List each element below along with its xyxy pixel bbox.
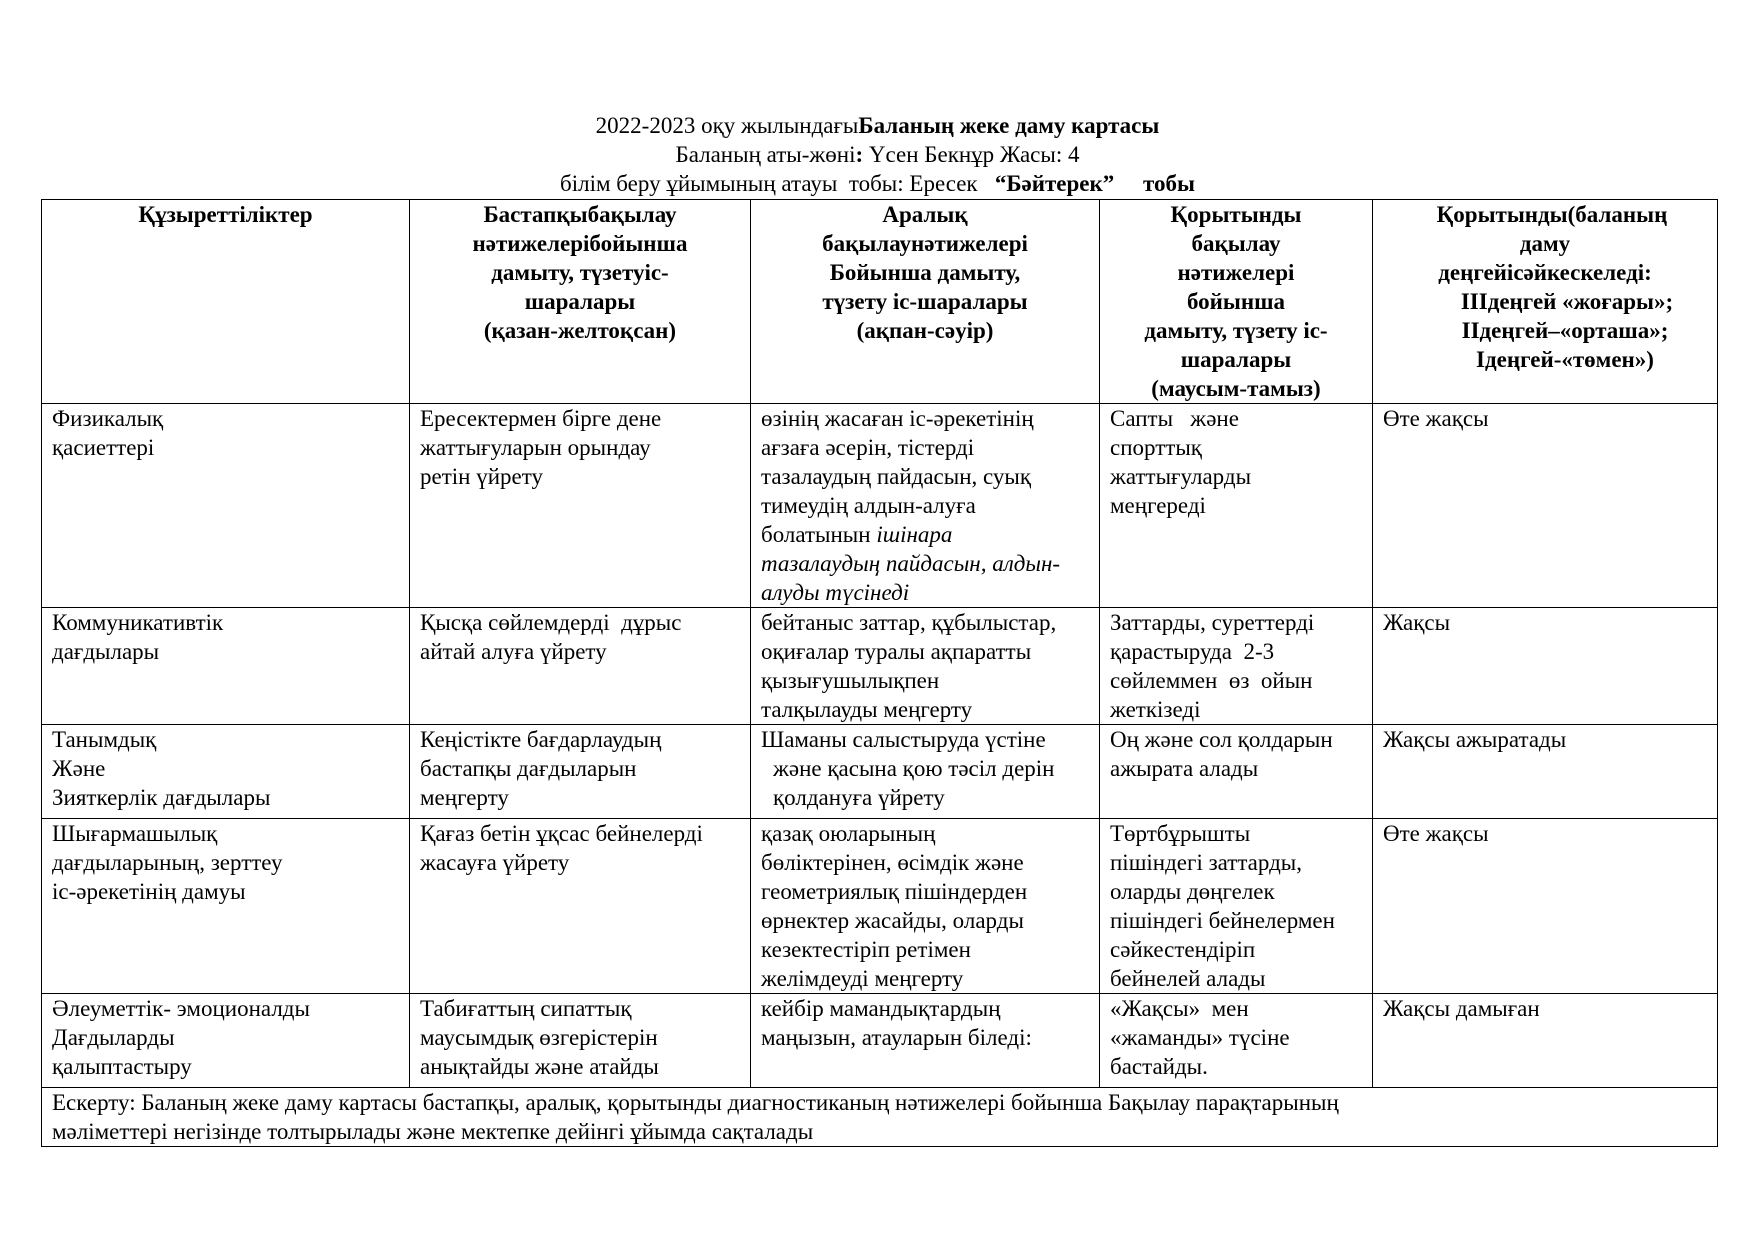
header-line: түзету іс-шаралары [822, 289, 1028, 314]
competency-cell [42, 725, 410, 819]
cell-line-text: болатынын [761, 522, 877, 547]
cell-line: кейбір мамандықтардың [761, 996, 1001, 1021]
final-cell [1100, 608, 1373, 725]
cell-line: дағдылары [52, 639, 160, 664]
header-line: Қорытынды(баланың [1436, 202, 1668, 227]
cell-line: қазақ оюларының [761, 821, 936, 846]
final-cell [1100, 725, 1373, 819]
organization-line [40, 169, 1715, 198]
cell-line: бөліктерінен, өсімдік және [761, 850, 1024, 875]
header-line: (ақпан-сәуір) [856, 318, 994, 343]
result-cell: Жақсы [1373, 608, 1718, 725]
header-line: деңгейісәйкескеледі: [1438, 260, 1652, 285]
table-row [42, 608, 1718, 725]
table-row [42, 819, 1718, 994]
cell-line: пішіндегі бейнелермен [1110, 908, 1335, 933]
cell-line: қарастыруда 2-3 [1110, 639, 1275, 664]
cell-line: өзінің жасаған іс-әрекетінің [761, 406, 1034, 431]
child-name-colon: : [855, 142, 864, 167]
cell-line: Төртбұрышты [1110, 821, 1251, 846]
competency-cell [42, 994, 410, 1088]
child-name-line [40, 140, 1715, 169]
cell-line: тазалаудың пайдасын, суық [761, 464, 1032, 489]
header-line: шаралары [524, 289, 636, 314]
header-line: ІІІдеңгей «жоғары»; [1460, 289, 1674, 314]
cell-line: меңгереді [1110, 493, 1206, 518]
header-line: бойынша [1186, 289, 1286, 314]
cell-line: жеткізеді [1110, 697, 1201, 722]
cell-line: кезектестіріп ретімен [761, 937, 971, 962]
initial-cell [410, 994, 751, 1088]
header-interim-measures [751, 200, 1100, 404]
competency-cell [42, 404, 410, 608]
cell-line: желімдеуді меңгерту [761, 966, 964, 991]
header-line: (қазан-желтоқсан) [483, 318, 677, 343]
cell-line: Заттарды, суреттерді [1110, 610, 1315, 635]
header-line: бақылаунәтижелері [822, 231, 1028, 256]
title-bold-text: Баланың жеке даму картасы [858, 113, 1160, 138]
cell-line [761, 520, 1089, 549]
cell-line: жаттығуларын орындау [420, 435, 651, 460]
cell-italic-text: ішінара [876, 522, 953, 547]
result-cell: Жақсы ажыратады [1373, 725, 1718, 819]
child-name-value: Үсен Бекнұр Жасы: 4 [863, 142, 1080, 167]
header-line: шаралары [1180, 347, 1292, 372]
interim-cell [751, 819, 1100, 994]
cell-line: сөйлеммен өз ойын [1110, 668, 1313, 693]
interim-cell [751, 404, 1100, 608]
final-cell [1100, 404, 1373, 608]
final-cell [1100, 994, 1373, 1088]
cell-line: Табиғаттың сипаттық [420, 996, 632, 1021]
cell-line: бейнелей алады [1110, 966, 1266, 991]
cell-line: пішіндегі заттарды, [1110, 850, 1302, 875]
table-row [42, 404, 1718, 608]
table-row [42, 994, 1718, 1088]
development-card-table [41, 199, 1718, 1147]
cell-line: ажырата алады [1110, 756, 1259, 781]
cell-line: жасауға үйрету [420, 850, 570, 875]
document-title [40, 111, 1715, 140]
cell-line: Және [52, 756, 106, 781]
header-line: дамыту, түзету іс- [1144, 318, 1328, 343]
cell-line: анықтайды және атайды [420, 1054, 659, 1079]
header-competencies [42, 200, 410, 404]
interim-cell [751, 994, 1100, 1088]
cell-line: спорттық [1110, 435, 1202, 460]
cell-line: бастайды. [1110, 1054, 1208, 1079]
group-name: “Бәйтерек” [994, 171, 1115, 196]
cell-line: «Жақсы» мен [1110, 996, 1249, 1021]
header-line: (маусым-тамыз) [1151, 376, 1321, 401]
cell-line: қолдануға үйрету [773, 785, 945, 810]
cell-line: талқылауды меңгерту [761, 697, 973, 722]
header-final-measures [1100, 200, 1373, 404]
cell-line: Ересектермен бірге дене [420, 406, 662, 431]
header-line: Бойынша дамыту, [829, 260, 1021, 285]
competency-cell [42, 608, 410, 725]
cell-line: ретін үйрету [420, 464, 543, 489]
cell-line: Қысқа сөйлемдерді дұрыс [420, 610, 682, 635]
final-cell [1100, 819, 1373, 994]
cell-line: іс-әрекетінің дамуы [52, 879, 246, 904]
result-cell: Өте жақсы [1373, 819, 1718, 994]
header-final-result [1373, 200, 1718, 404]
header-line: Бастапқыбақылау [483, 202, 677, 227]
cell-line: Физикалық [52, 406, 164, 431]
cell-line: Шығармашылық [52, 821, 218, 846]
cell-line: маусымдық өзгерістерін [420, 1025, 658, 1050]
cell-line: маңызын, атауларын біледі: [761, 1025, 1032, 1050]
cell-line: Оң және сол қолдарын [1110, 727, 1333, 752]
note-line: мәліметтері негізінде толтырылады және мектепке дейінгі ұйымда сақталады [52, 1119, 814, 1144]
header-line: нәтижелері [1177, 260, 1295, 285]
cell-line: Әлеуметтік- эмоционалды [52, 996, 310, 1021]
cell-line: меңгерту [420, 785, 509, 810]
interim-cell [751, 725, 1100, 819]
header-line: ІІдеңгей–«орташа»; [1461, 318, 1669, 343]
competency-cell [42, 819, 410, 994]
result-cell: Жақсы дамыған [1373, 994, 1718, 1088]
cell-line: Коммуникативтік [52, 610, 224, 635]
cell-line: және қасына қою тәсіл дерін [773, 756, 1055, 781]
cell-line: бейтаныс заттар, құбылыстар, [761, 610, 1057, 635]
cell-line: дағдыларының, зерттеу [52, 850, 283, 875]
cell-line: оқиғалар туралы ақпаратты [761, 639, 1032, 664]
cell-line: «жаманды» түсіне [1110, 1025, 1290, 1050]
cell-line: қалыптастыру [52, 1054, 192, 1079]
header-line: Қорытынды [1170, 202, 1302, 227]
initial-cell [410, 404, 751, 608]
cell-line: оларды дөңгелек [1110, 879, 1275, 904]
cell-italic-line: тазалаудың пайдасын, алдын- [761, 551, 1061, 576]
table-row [42, 725, 1718, 819]
cell-line: сәйкестендіріп [1110, 937, 1256, 962]
organization-text: білім беру ұйымының атауы тобы: Ересек [560, 171, 995, 196]
cell-line: ағзаға әсерін, тістерді [761, 435, 975, 460]
cell-line: Дағдыларды [52, 1025, 175, 1050]
cell-line: өрнектер жасайды, оларды [761, 908, 1024, 933]
cell-line: Кеңістікте бағдарлаудың [420, 727, 662, 752]
note-line: Ескерту: Баланың жеке даму картасы бастапқы, аралық, қорытынды диагностиканың нәтижелері бойынша Бақылау парақтарының [52, 1090, 1339, 1115]
initial-cell [410, 819, 751, 994]
cell-line: Қағаз бетін ұқсас бейнелерді [420, 821, 703, 846]
result-cell: Өте жақсы [1373, 404, 1718, 608]
cell-line: айтай алуға үйрету [420, 639, 607, 664]
cell-line: бастапқы дағдыларын [420, 756, 637, 781]
header-line: даму [1519, 231, 1571, 256]
initial-cell [410, 725, 751, 819]
header-line: нәтижелерібойынша [472, 231, 688, 256]
cell-line: Шаманы салыстыруда үстіне [761, 727, 1046, 752]
note-row [42, 1088, 1718, 1147]
title-year-text: 2022-2023 оқу жылындағы [595, 113, 859, 138]
cell-line: жаттығуларды [1110, 464, 1252, 489]
header-line: бақылау [1191, 231, 1281, 256]
interim-cell [751, 608, 1100, 725]
initial-cell [410, 608, 751, 725]
cell-line: Зияткерлік дағдылары [52, 785, 271, 810]
header-competencies-text: Құзыреттіліктер [138, 202, 313, 227]
document-header [40, 111, 1715, 198]
cell-line: Танымдық [52, 727, 157, 752]
cell-italic-line: алуды түсінеді [761, 580, 910, 605]
header-row [42, 200, 1718, 404]
cell-line: қасиеттері [52, 435, 155, 460]
cell-line: қызығушылықпен [761, 668, 940, 693]
header-initial-measures [410, 200, 751, 404]
cell-line: Сапты және [1110, 406, 1239, 431]
header-line: дамыту, түзетуіс- [491, 260, 669, 285]
header-line: Аралық [882, 202, 968, 227]
cell-line: тимеудің алдын-алуға [761, 493, 976, 518]
child-name-label: Баланың аты-жөні [675, 142, 856, 167]
group-suffix: тобы [1114, 171, 1195, 196]
note-cell [42, 1088, 1718, 1147]
cell-line: геометриялық пішіндерден [761, 879, 1028, 904]
header-line: Ідеңгей-«төмен») [1476, 347, 1654, 372]
